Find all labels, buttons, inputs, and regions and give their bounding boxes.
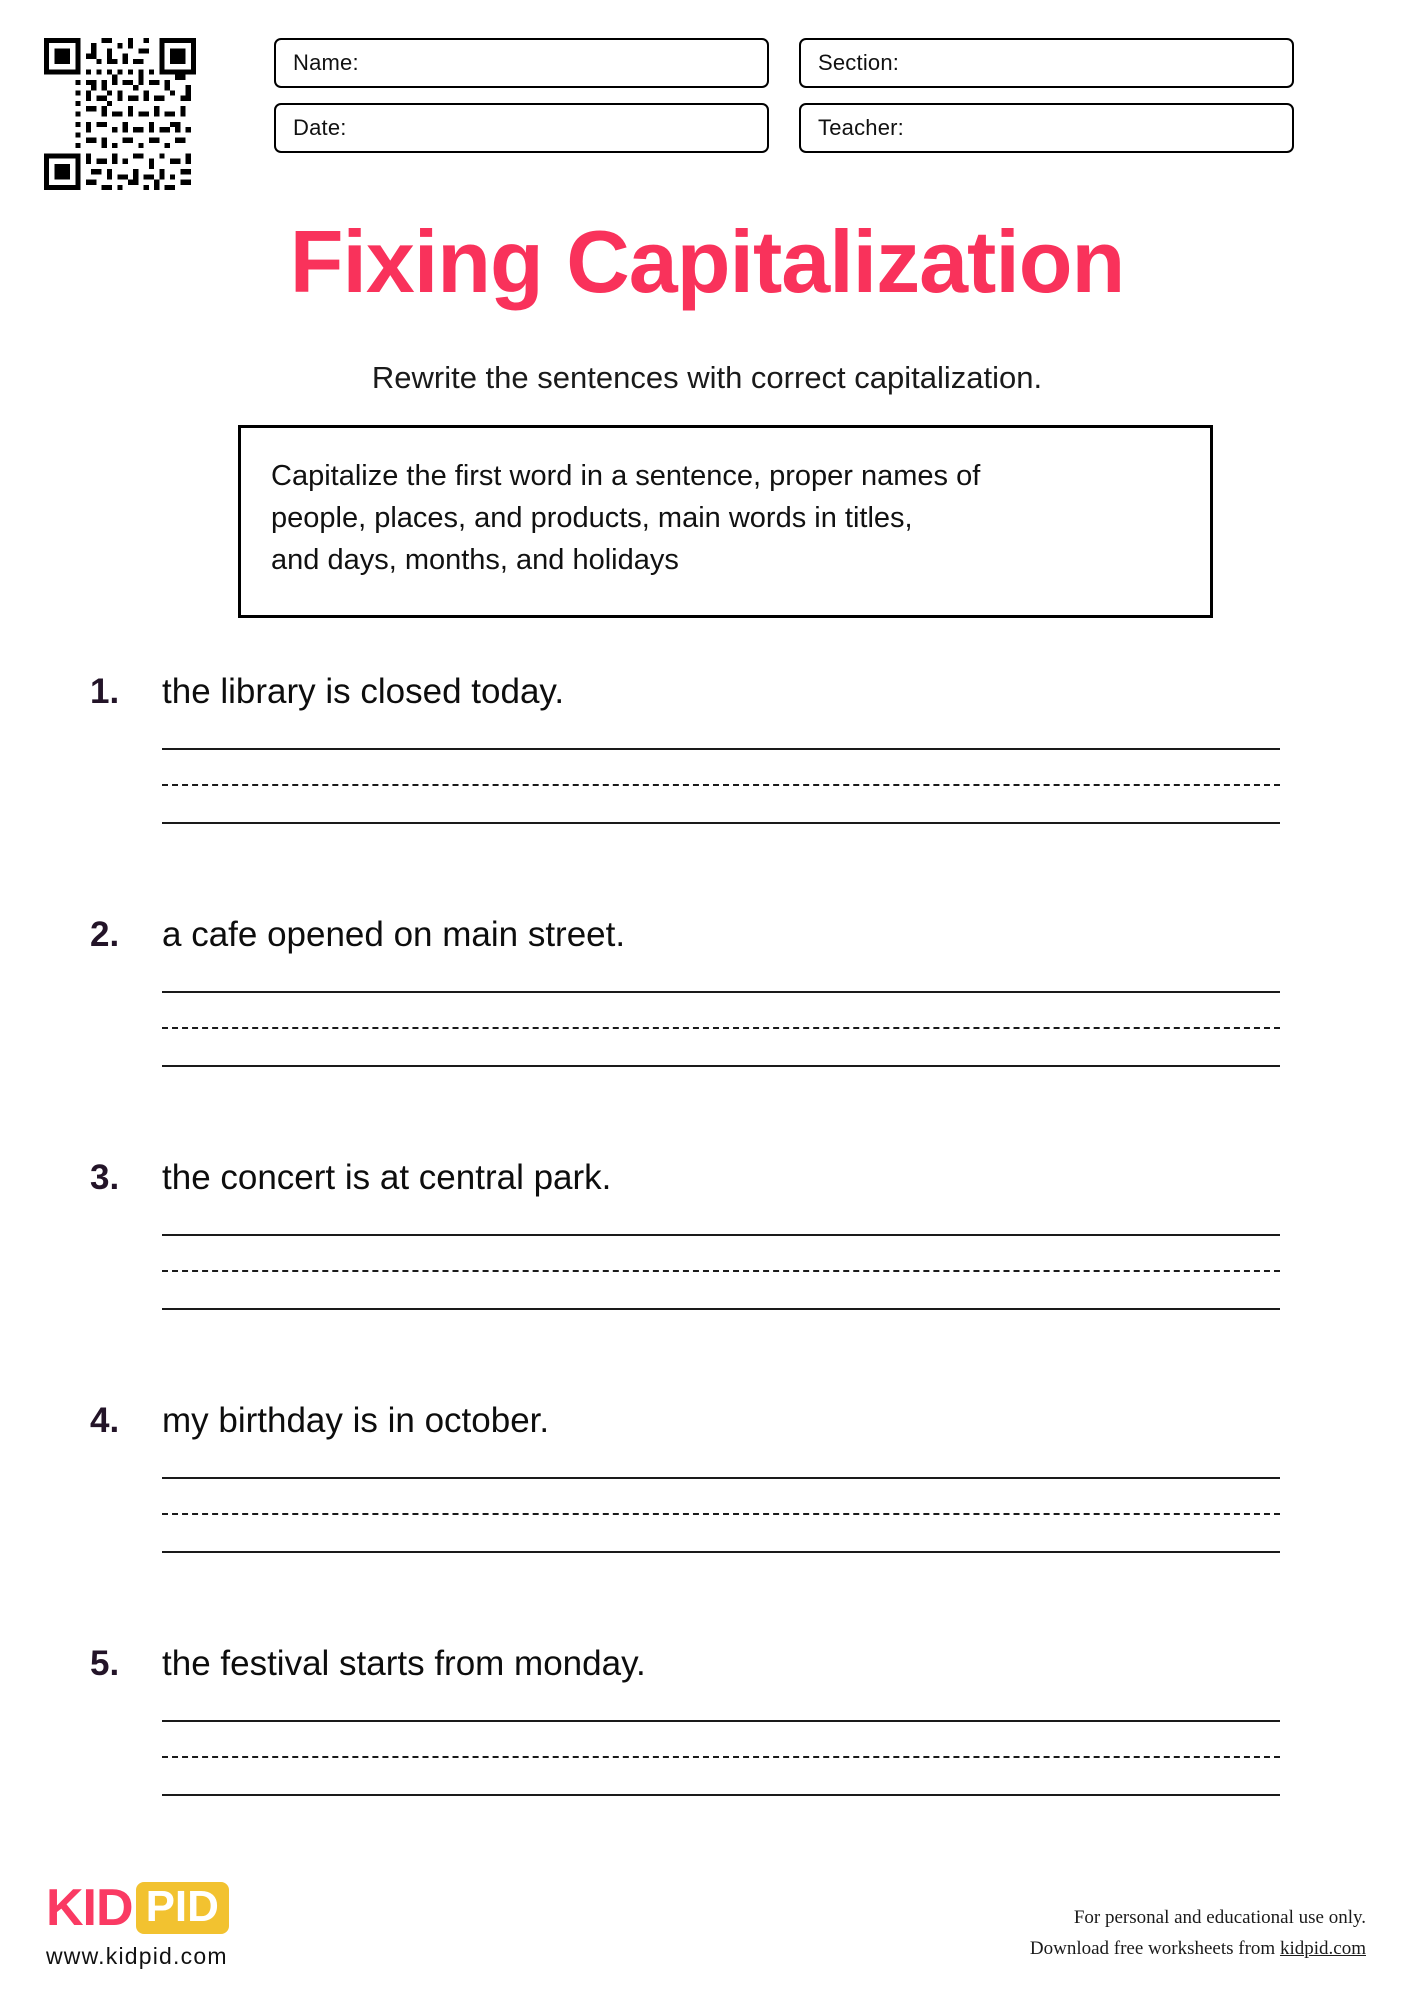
footer-note-line2 — [1030, 1934, 1366, 1964]
teacher-field[interactable] — [799, 103, 1294, 153]
section-field[interactable] — [799, 38, 1294, 88]
answer-line-solid-bottom[interactable] — [162, 822, 1280, 824]
question-number: 1. — [90, 672, 120, 711]
answer-line-solid-bottom[interactable] — [162, 1794, 1280, 1796]
answer-line-solid-bottom[interactable] — [162, 1551, 1280, 1553]
answer-line-dashed-mid[interactable] — [162, 1756, 1280, 1758]
date-field[interactable] — [274, 103, 769, 153]
kidpid-link[interactable]: kidpid.com — [1279, 1937, 1366, 1959]
answer-lines[interactable] — [162, 991, 1280, 1067]
answer-line-solid-bottom[interactable] — [162, 1308, 1280, 1310]
logo-pid-text: PID — [136, 1882, 229, 1934]
questions-list — [0, 672, 1414, 1887]
question-header — [90, 672, 1414, 712]
student-info-fields — [274, 38, 1294, 153]
question-sentence: a cafe opened on main street. — [162, 915, 626, 954]
answer-line-solid-top[interactable] — [162, 748, 1280, 750]
rules-line-1: Capitalize the first word in a sentence, proper names of — [271, 460, 981, 492]
question-sentence: my birthday is in october. — [162, 1401, 550, 1440]
answer-line-dashed-mid[interactable] — [162, 784, 1280, 786]
footer-notes — [1030, 1903, 1366, 1964]
page-title: Fixing Capitalization — [289, 212, 1125, 311]
answer-line-dashed-mid[interactable] — [162, 1027, 1280, 1029]
logo-website-url: www.kidpid.com — [46, 1943, 228, 1969]
teacher-field-label: Teacher: — [818, 115, 904, 140]
answer-lines[interactable] — [162, 1720, 1280, 1796]
rules-line-3: and days, months, and holidays — [271, 543, 679, 576]
answer-lines[interactable] — [162, 1477, 1280, 1553]
rules-box — [238, 425, 1213, 618]
question-header — [90, 1644, 1414, 1684]
qr-code-icon — [44, 38, 196, 190]
page-footer — [0, 1858, 1414, 1978]
answer-line-dashed-mid[interactable] — [162, 1270, 1280, 1272]
answer-line-solid-bottom[interactable] — [162, 1065, 1280, 1067]
name-field[interactable] — [274, 38, 769, 88]
date-field-label: Date: — [293, 115, 347, 140]
footer-note-prefix: Download free worksheets from — [1029, 1937, 1280, 1959]
question-number: 4. — [90, 1401, 120, 1440]
question-sentence: the festival starts from monday. — [162, 1644, 646, 1683]
logo-kid-text: KID — [46, 1879, 133, 1937]
answer-line-solid-top[interactable] — [162, 1720, 1280, 1722]
question-header — [90, 1401, 1414, 1441]
answer-lines[interactable] — [162, 748, 1280, 824]
question-number: 5. — [90, 1644, 120, 1683]
question-header — [90, 1158, 1414, 1198]
question-item — [0, 1401, 1414, 1644]
kidpid-logo[interactable] — [46, 1879, 229, 1970]
question-sentence: the concert is at central park. — [162, 1158, 612, 1197]
rules-line-2: people, places, and products, main words in titles, — [271, 501, 913, 534]
question-number: 3. — [90, 1158, 120, 1197]
section-field-label: Section: — [818, 50, 900, 75]
question-sentence: the library is closed today. — [162, 672, 565, 711]
qr-code-wrapper — [44, 38, 224, 188]
kidpid-logo-row — [46, 1879, 229, 1937]
answer-lines[interactable] — [162, 1234, 1280, 1310]
answer-line-solid-top[interactable] — [162, 1477, 1280, 1479]
page-subtitle: Rewrite the sentences with correct capitalization. — [371, 360, 1043, 395]
answer-line-solid-top[interactable] — [162, 1234, 1280, 1236]
answer-line-solid-top[interactable] — [162, 991, 1280, 993]
name-field-label: Name: — [293, 50, 359, 75]
question-header — [90, 915, 1414, 955]
question-item — [0, 1644, 1414, 1887]
question-number: 2. — [90, 915, 120, 954]
answer-line-dashed-mid[interactable] — [162, 1513, 1280, 1515]
question-item — [0, 915, 1414, 1158]
question-item — [0, 1158, 1414, 1401]
worksheet-header — [44, 38, 1294, 183]
question-item — [0, 672, 1414, 915]
footer-note-line1: For personal and educational use only. — [1073, 1907, 1366, 1929]
